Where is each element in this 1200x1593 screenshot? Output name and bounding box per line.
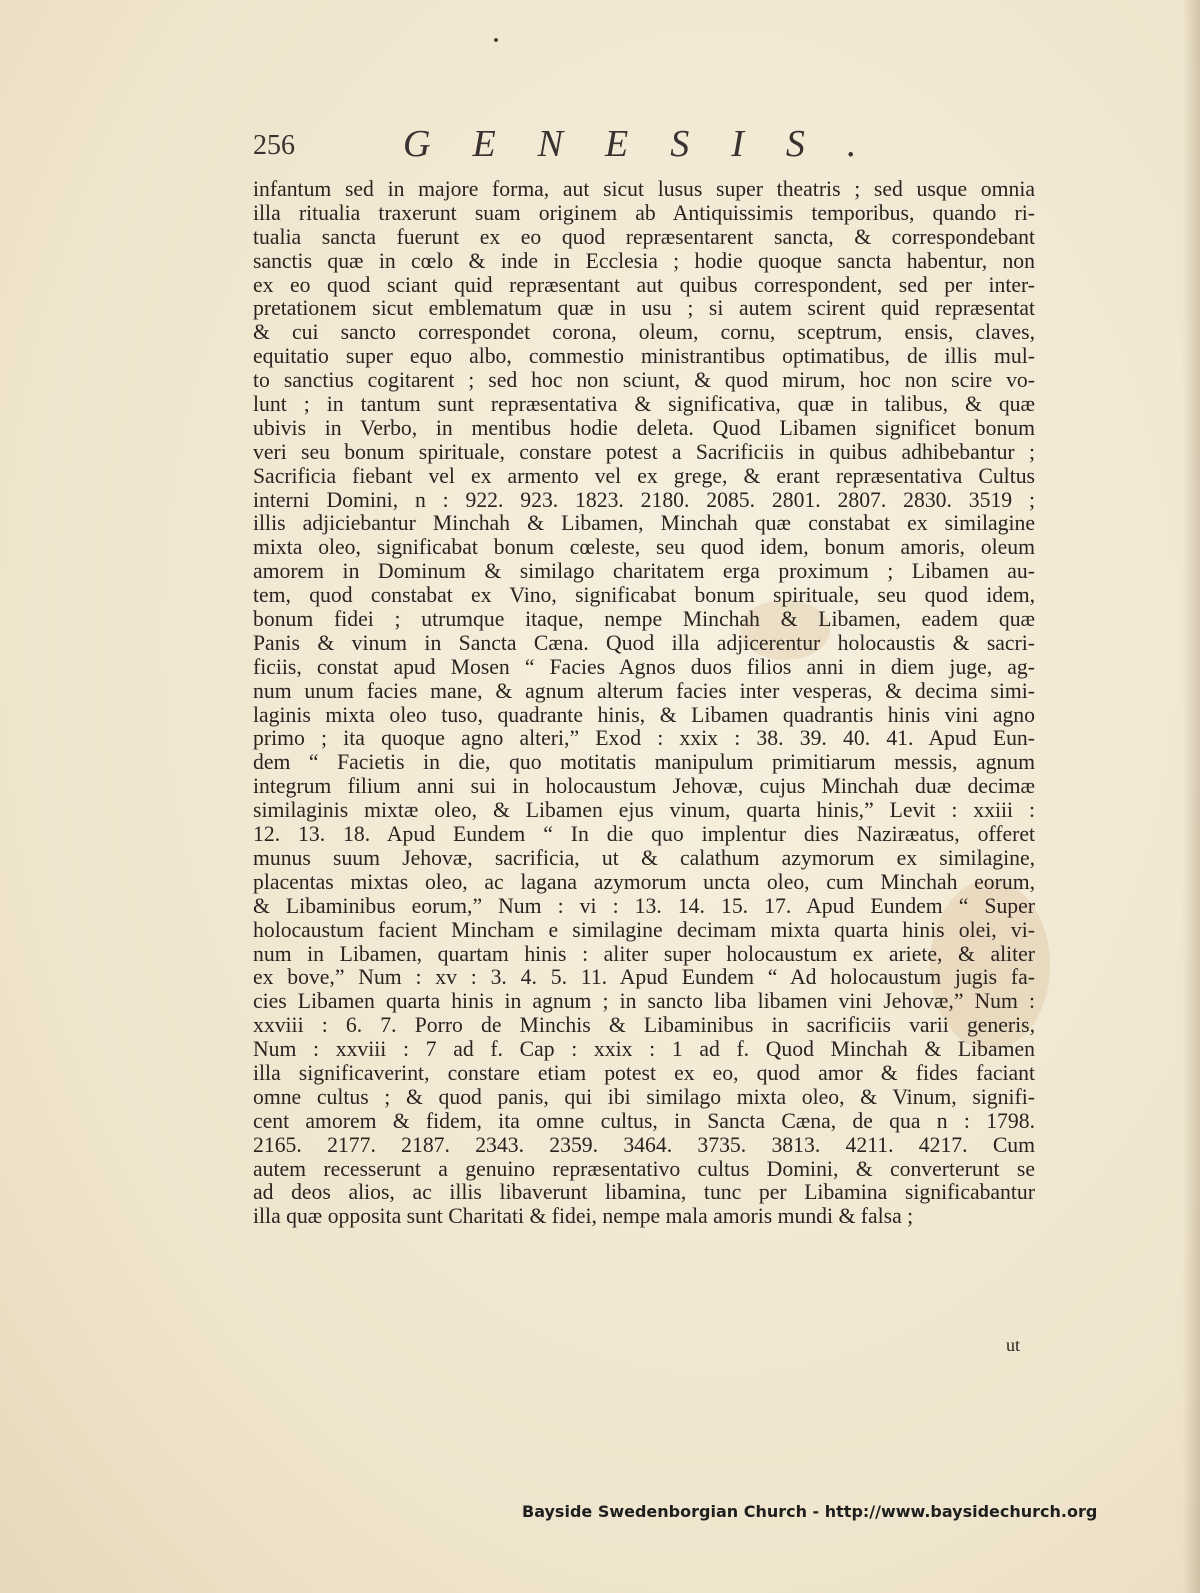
text-line: autem recesserunt a genuino repræsentativo cultus Domini, & converterunt se xyxy=(253,1156,1035,1181)
body-text xyxy=(253,178,1035,1229)
text-line: ad deos alios, ac illis libaverunt libamina, tunc per Libamina significabantur xyxy=(253,1180,1035,1205)
text-line: tem, quod constabat ex Vino, significabat bonum spirituale, seu quod idem, xyxy=(253,583,1035,608)
text-line: omne cultus ; & quod panis, qui ibi similago mixta oleo, & Vinum, signifi- xyxy=(253,1084,1035,1109)
text-line: dem “ Facietis in die, quo motitatis manipulum primitiarum messis, agnum xyxy=(253,750,1035,775)
text-line: 2165. 2177. 2187. 2343. 2359. 3464. 3735. 3813. 4211. 4217. Cum xyxy=(253,1132,1035,1157)
text-line: illa ritualia traxerunt suam originem ab Antiquissimis temporibus, quando ri- xyxy=(253,200,1035,225)
running-title: GENESIS. xyxy=(403,123,899,165)
text-line: illa quæ opposita sunt Charitati & fidei, nempe mala amoris mundi & falsa ; xyxy=(253,1204,914,1229)
text-line: laginis mixta oleo tuso, quadrante hinis, & Libamen quadrantis hinis vini agno xyxy=(253,702,1035,727)
text-line: ficiis, constat apud Mosen “ Facies Agnos duos filios anni in diem juge, ag- xyxy=(253,654,1035,679)
text-line: placentas mixtas oleo, ac lagana azymorum uncta oleo, cum Minchah eorum, xyxy=(253,869,1035,894)
text-line: ex bove,” Num : xv : 3. 4. 5. 11. Apud Eundem “ Ad holocaustum jugis fa- xyxy=(253,965,1035,990)
text-line: num unum facies mane, & agnum alterum facies inter vesperas, & decima simi- xyxy=(253,678,1035,703)
footer-credit: Bayside Swedenborgian Church - http://www.baysidechurch.org xyxy=(522,1502,1098,1521)
text-line: bonum fidei ; utrumque itaque, nempe Minchah & Libamen, eadem quæ xyxy=(253,607,1035,632)
text-line: holocaustum facient Mincham e similagine decimam mixta quarta hinis olei, vi- xyxy=(253,917,1035,942)
text-line: tualia sancta fuerunt ex eo quod repræsentarent sancta, & correspondebant xyxy=(253,224,1035,249)
page-gutter-shadow xyxy=(1182,0,1200,1593)
text-line: cies Libamen quarta hinis in agnum ; in sancto liba libamen vini Jehovæ,” Num : xyxy=(253,989,1035,1014)
catchword: ut xyxy=(1006,1335,1021,1355)
text-line: munus suum Jehovæ, sacrificia, ut & calathum azymorum ex similagine, xyxy=(253,845,1035,870)
text-line: & cui sancto correspondet corona, oleum, cornu, sceptrum, ensis, claves, xyxy=(253,320,1035,345)
text-line: ex eo quod sciant quid repræsentant aut quibus correspondent, sed per inter- xyxy=(253,272,1035,297)
printer-mark xyxy=(494,38,498,42)
text-line: infantum sed in majore forma, aut sicut lusus super theatris ; sed usque omnia xyxy=(253,177,1035,201)
page-header xyxy=(253,122,1013,170)
text-line: sanctis quæ in cœlo & inde in Ecclesia ; hodie quoque sancta habentur, non xyxy=(253,248,1035,273)
text-line: pretationem sicut emblematum quæ in usu ; si autem scirent quid repræsentat xyxy=(253,296,1035,321)
text-line: interni Domini, n : 922. 923. 1823. 2180. 2085. 2801. 2807. 2830. 3519 ; xyxy=(253,487,1035,512)
text-line: Panis & vinum in Sancta Cæna. Quod illa adjicerentur holocaustis & sacri- xyxy=(253,630,1035,655)
text-line: to sanctius cogitarent ; sed hoc non sciunt, & quod mirum, hoc non scire vo- xyxy=(253,368,1035,393)
text-line: equitatio super equo albo, commestio ministrantibus optimatibus, de illis mul- xyxy=(253,344,1035,369)
text-line: num in Libamen, quartam hinis : aliter super holocaustum ex ariete, & aliter xyxy=(253,941,1035,966)
page-number: 256 xyxy=(253,130,295,161)
text-line: illis adjiciebantur Minchah & Libamen, Minchah quæ constabat ex similagine xyxy=(253,511,1035,536)
text-line: cent amorem & fidem, ita omne cultus, in Sancta Cæna, de qua n : 1798. xyxy=(253,1108,1035,1133)
text-line: Num : xxviii : 7 ad f. Cap : xxix : 1 ad f. Quod Minchah & Libamen xyxy=(253,1037,1035,1062)
text-line: & Libaminibus eorum,” Num : vi : 13. 14. 15. 17. Apud Eundem “ Super xyxy=(253,893,1035,918)
text-line: Sacrificia fiebant vel ex armento vel ex grege, & erant repræsentativa Cultus xyxy=(253,463,1035,488)
text-line: similaginis mixtæ oleo, & Libamen ejus vinum, quarta hinis,” Levit : xxiii : xyxy=(253,798,1035,823)
text-line: xxviii : 6. 7. Porro de Minchis & Libaminibus in sacrificiis varii generis, xyxy=(253,1013,1035,1038)
text-line: primo ; ita quoque agno alteri,” Exod : xxix : 38. 39. 40. 41. Apud Eun- xyxy=(253,726,1035,751)
text-line: illa significaverint, constare etiam potest ex eo, quod amor & fides faciant xyxy=(253,1060,1035,1085)
text-line: lunt ; in tantum sunt repræsentativa & significativa, quæ in talibus, & quæ xyxy=(253,392,1035,417)
text-line: amorem in Dominum & similago charitatem erga proximum ; Libamen au- xyxy=(253,559,1035,584)
text-line: 12. 13. 18. Apud Eundem “ In die quo implentur dies Naziræatus, offeret xyxy=(253,822,1035,847)
text-line: veri seu bonum spirituale, constare potest a Sacrificiis in quibus adhibebantur ; xyxy=(253,439,1035,464)
text-line: mixta oleo, significabat bonum cœleste, seu quod idem, bonum amoris, oleum xyxy=(253,535,1035,560)
text-line: integrum filium anni sui in holocaustum Jehovæ, cujus Minchah duæ decimæ xyxy=(253,774,1035,799)
text-line: ubivis in Verbo, in mentibus hodie deleta. Quod Libamen significet bonum xyxy=(253,415,1035,440)
